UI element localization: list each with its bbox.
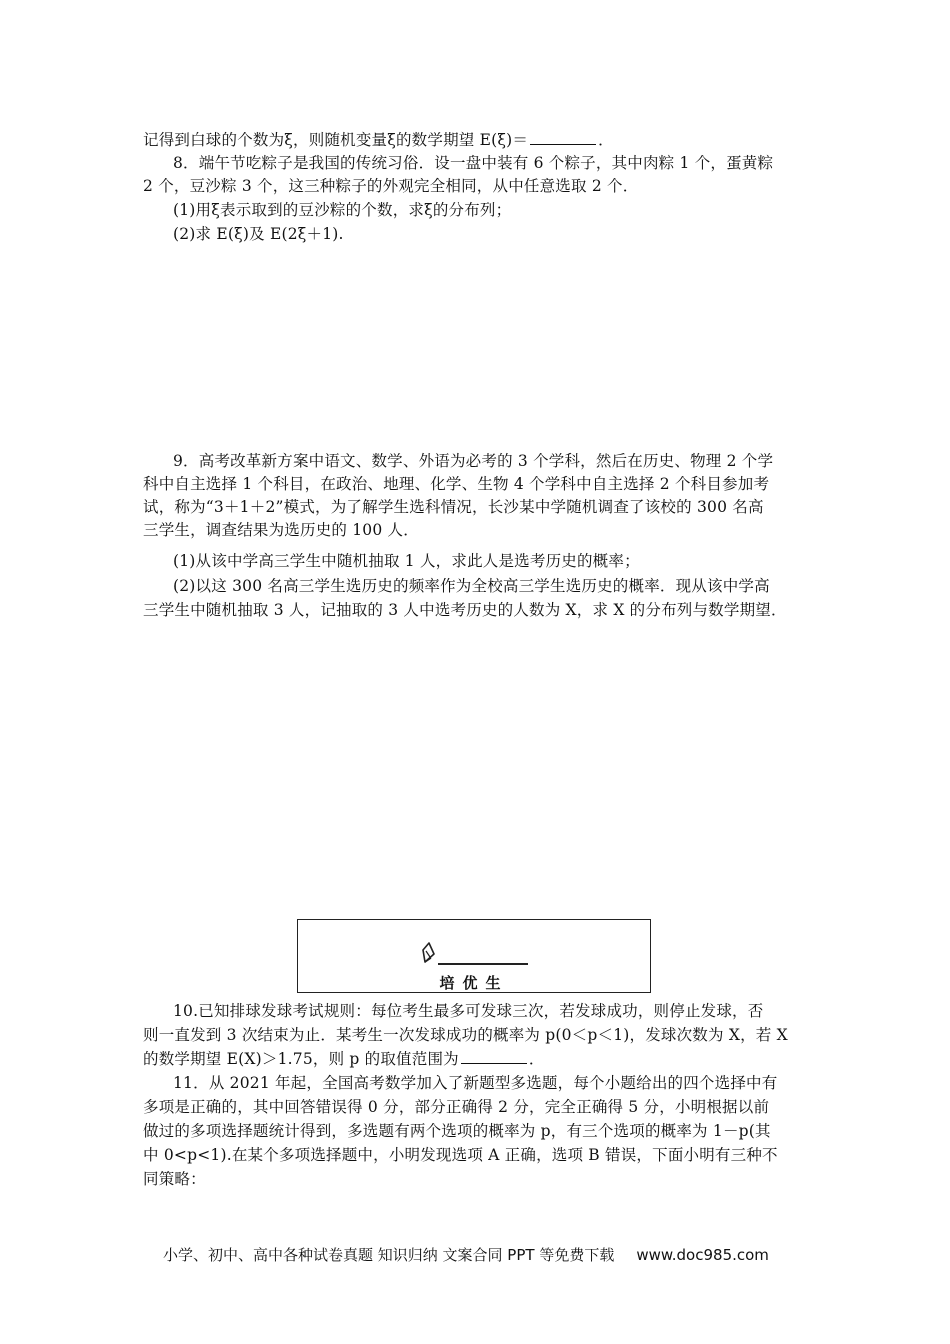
footer-url: www.doc985.com <box>636 1246 769 1264</box>
q11-line-2: 多项是正确的，其中回答错误得 0 分，部分正确得 2 分，完全正确得 5 分，小明根据以前 <box>143 1098 770 1116</box>
footer-text: 小学、初中、高中各种试卷真题 知识归纳 文案合同 PPT 等免费下载 <box>163 1246 615 1264</box>
q10-line-1: 10.已知排球发球考试规则：每位考生最多可发球三次，若发球成功，则停止发球，否 <box>173 1002 764 1020</box>
q10-line-3-text: 的数学期望 E(X)＞1.75，则 p 的取值范围为 <box>143 1050 459 1068</box>
q7-tail-text: 记得到白球的个数为ξ，则随机变量ξ的数学期望 E(ξ)＝ <box>143 131 529 149</box>
q7-tail-line <box>143 130 813 150</box>
q8-part-1: (1)用ξ表示取到的豆沙粽的个数，求ξ的分布列； <box>173 201 512 219</box>
q9-line-1: 9．高考改革新方案中语文、数学、外语为必考的 3 个学科，然后在历史、物理 2 个学 <box>173 452 774 470</box>
q7-tail-end: ． <box>598 131 614 149</box>
q7-answer-blank <box>530 130 596 145</box>
section-header-box <box>297 919 651 993</box>
q9-line-4: 三学生，调查结果为选历史的 100 人． <box>143 521 419 539</box>
q11-line-3: 做过的多项选择题统计得到，多选题有两个选项的概率为 p，有三个选项的概率为 1－p(其 <box>143 1122 771 1140</box>
q8-line-2: 2 个，豆沙粽 3 个，这三种粽子的外观完全相同，从中任意选取 2 个． <box>143 177 639 195</box>
q10-line-3-end: ． <box>528 1050 545 1068</box>
q11-line-1: 11．从 2021 年起，全国高考数学加入了新题型多选题，每个小题给出的四个选择中有 <box>173 1074 778 1092</box>
q9-part-2-line-2: 三学生中随机抽取 3 人，记抽取的 3 人中选考历史的人数为 X，求 X 的分布列与数学期望． <box>143 601 787 619</box>
section-label: 培优生 <box>439 974 509 992</box>
q11-line-4: 中 0<p<1).在某个多项选择题中，小明发现选项 A 正确，选项 B 错误，下面小明有三种不 <box>143 1146 778 1164</box>
q9-line-2: 科中自主选择 1 个科目，在政治、地理、化学、生物 4 个学科中自主选择 2 个科目参加考 <box>143 475 770 493</box>
page-footer <box>163 1244 769 1265</box>
q10-line-3 <box>143 1049 813 1069</box>
pencil-icon <box>421 942 437 964</box>
q10-answer-blank <box>461 1049 527 1064</box>
section-header-rule <box>438 963 528 965</box>
q9-part-1: (1)从该中学高三学生中随机抽取 1 人，求此人是选考历史的概率； <box>173 552 640 570</box>
q8-part-2: (2)求 E(ξ)及 E(2ξ＋1). <box>173 225 344 243</box>
q9-line-3: 试，称为“3＋1＋2”模式，为了解学生选科情况，长沙某中学随机调查了该校的 300 名高 <box>143 498 764 516</box>
q8-line-1: 8．端午节吃粽子是我国的传统习俗．设一盘中装有 6 个粽子，其中肉粽 1 个，蛋黄粽 <box>173 154 774 172</box>
q9-part-2-line-1: (2)以这 300 名高三学生选历史的频率作为全校高三学生选历史的概率．现从该中学高 <box>173 577 770 595</box>
q11-line-5: 同策略： <box>143 1170 206 1188</box>
q10-line-2: 则一直发到 3 次结束为止．某考生一次发球成功的概率为 p(0＜p＜1)，发球次数为 X，若 X <box>143 1026 788 1044</box>
